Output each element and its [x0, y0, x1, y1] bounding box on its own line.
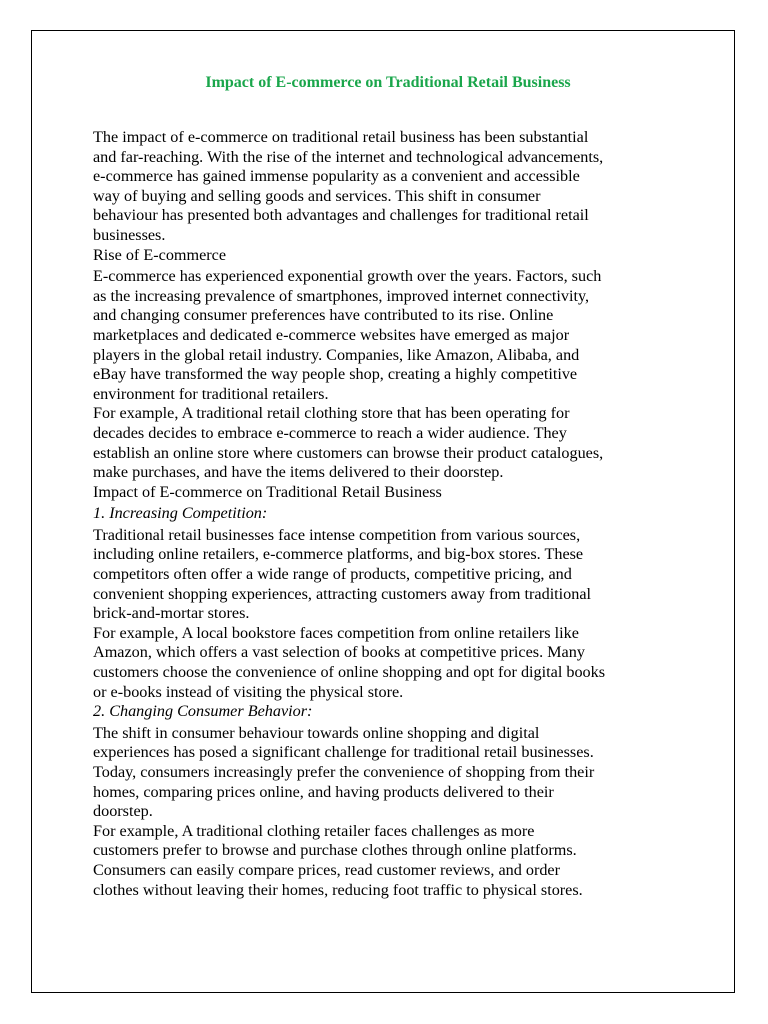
paragraph-line: For example, A local bookstore faces competition from online retailers like	[93, 623, 579, 642]
paragraph-line: customers choose the convenience of online shopping and opt for digital books	[93, 663, 606, 682]
paragraph-line: including online retailers, e-commerce platforms, and big-box stores. These	[93, 545, 584, 564]
paragraph-line: make purchases, and have the items delivered to their doorstep.	[93, 463, 504, 482]
section-heading: Impact of E-commerce on Traditional Retail Business	[93, 482, 442, 501]
paragraph-line: or e-books instead of visiting the physical store.	[93, 682, 404, 701]
paragraph	[93, 404, 683, 482]
paragraph-line: The impact of e-commerce on traditional retail business has been substantial	[93, 128, 589, 146]
paragraph-line: way of buying and selling goods and services. This shift in consumer	[93, 186, 541, 205]
subsection-heading: 2. Changing Consumer Behavior:	[93, 702, 313, 721]
paragraph-line: competitors often offer a wide range of products, competitive pricing, and	[93, 565, 572, 584]
paragraph-line: Consumers can easily compare prices, read customer reviews, and order	[93, 860, 561, 879]
paragraph	[93, 128, 683, 246]
paragraph-line: E-commerce has experienced exponential growth over the years. Factors, such	[93, 267, 602, 286]
document-blocks	[93, 128, 683, 900]
paragraph-line: doorstep.	[93, 802, 153, 821]
paragraph-line: eBay have transformed the way people shop, creating a highly competitive	[93, 365, 578, 384]
paragraph	[93, 822, 683, 900]
paragraph-line: and changing consumer preferences have contributed to its rise. Online	[93, 306, 554, 325]
paragraph-line: Traditional retail businesses face intense competition from various sources,	[93, 525, 581, 544]
paragraph-line: e-commerce has gained immense popularity as a convenient and accessible	[93, 167, 580, 186]
paragraph-line: establish an online store where customers can browse their product catalogues,	[93, 443, 604, 462]
paragraph-line: homes, comparing prices online, and having products delivered to their	[93, 782, 554, 801]
paragraph-line: businesses.	[93, 225, 166, 244]
paragraph-line: customers prefer to browse and purchase clothes through online platforms.	[93, 841, 577, 860]
paragraph-line: decades decides to embrace e-commerce to reach a wider audience. They	[93, 423, 567, 442]
paragraph	[93, 526, 683, 624]
paragraph-line: environment for traditional retailers.	[93, 384, 329, 403]
document-page	[31, 30, 735, 993]
document-body	[93, 73, 683, 900]
document-title: Impact of E-commerce on Traditional Retail Business	[205, 74, 571, 91]
paragraph-line: players in the global retail industry. Companies, like Amazon, Alibaba, and	[93, 345, 580, 364]
paragraph-line: experiences has posed a significant challenge for traditional retail businesses.	[93, 743, 594, 762]
paragraph-line: brick-and-mortar stores.	[93, 604, 250, 623]
paragraph-line: The shift in consumer behaviour towards online shopping and digital	[93, 723, 540, 742]
paragraph-line: Amazon, which offers a vast selection of books at competitive prices. Many	[93, 643, 585, 662]
paragraph-line: Today, consumers increasingly prefer the convenience of shopping from their	[93, 763, 595, 781]
paragraph	[93, 267, 683, 404]
paragraph-line: For example, A traditional clothing retailer faces challenges as more	[93, 821, 535, 840]
paragraph-line: marketplaces and dedicated e-commerce websites have emerged as major	[93, 325, 570, 344]
paragraph-line: behaviour has presented both advantages and challenges for traditional retail	[93, 206, 589, 225]
paragraph-line: clothes without leaving their homes, reducing foot traffic to physical stores.	[93, 880, 583, 899]
paragraph-line: and far-reaching. With the rise of the internet and technological advancements,	[93, 147, 604, 166]
paragraph	[93, 724, 683, 822]
subsection-heading: 1. Increasing Competition:	[93, 504, 268, 523]
paragraph-line: as the increasing prevalence of smartphones, improved internet connectivity,	[93, 286, 590, 305]
paragraph	[93, 624, 683, 702]
paragraph-line: convenient shopping experiences, attracting customers away from traditional	[93, 584, 592, 603]
section-heading: Rise of E-commerce	[93, 245, 227, 264]
paragraph-line: For example, A traditional retail clothing store that has been operating for	[93, 404, 570, 423]
